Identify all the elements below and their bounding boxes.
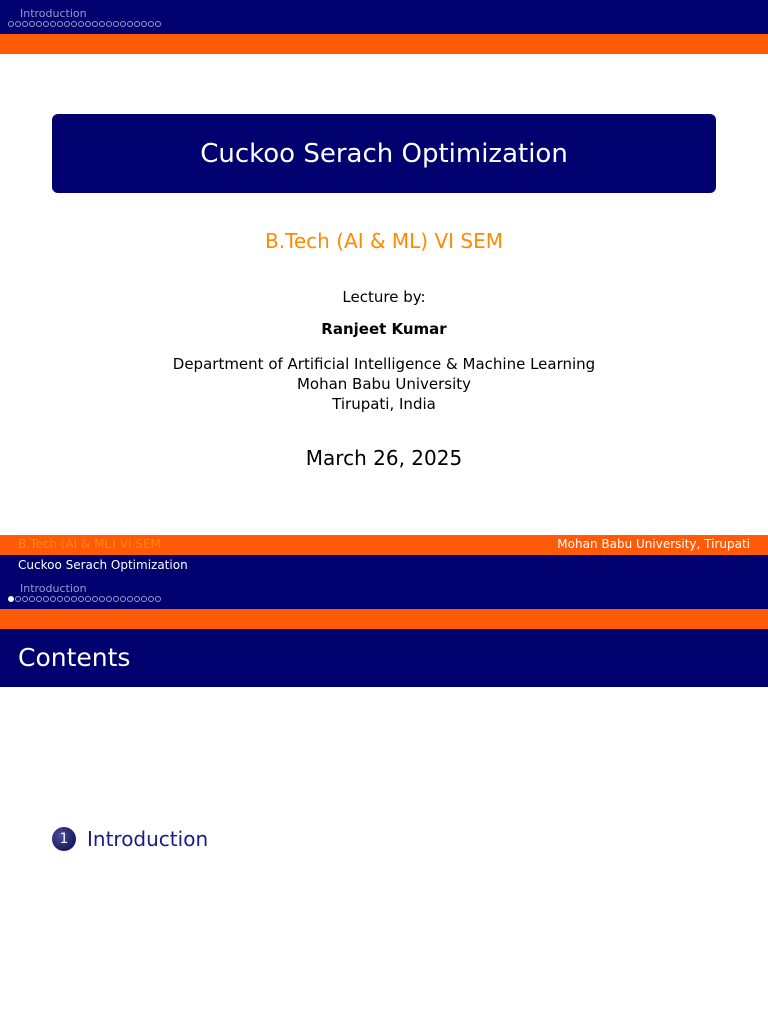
footer-short-title: Cuckoo Serach Optimization xyxy=(18,558,188,572)
nav-slide-dot[interactable] xyxy=(106,596,112,602)
footer-subtitle: B.Tech (AI & ML) VI SEM xyxy=(18,537,161,551)
contents-slide xyxy=(0,555,768,1024)
toc-number-ball: 1 xyxy=(52,827,76,851)
nav-slide-dot[interactable] xyxy=(15,21,21,27)
nav-slide-dot[interactable] xyxy=(8,21,14,27)
nav-slide-dot[interactable] xyxy=(57,21,63,27)
nav-slide-dots xyxy=(8,21,161,27)
nav-slide-dot[interactable] xyxy=(141,21,147,27)
nav-slide-dot[interactable] xyxy=(29,596,35,602)
nav-slide-dot[interactable] xyxy=(57,596,63,602)
nav-slide-dot[interactable] xyxy=(85,21,91,27)
presentation-title-box xyxy=(52,114,716,193)
presentation-title: Cuckoo Serach Optimization xyxy=(200,138,568,169)
nav-slide-dot[interactable] xyxy=(92,596,98,602)
footer-title-bar xyxy=(0,555,768,575)
nav-slide-dot[interactable] xyxy=(15,596,21,602)
nav-slide-dot[interactable] xyxy=(155,21,161,27)
toc-item[interactable] xyxy=(52,827,208,851)
nav-slide-dot[interactable] xyxy=(29,21,35,27)
presentation-date: March 26, 2025 xyxy=(305,446,463,470)
nav-slide-dot[interactable] xyxy=(8,596,14,602)
nav-slide-dot[interactable] xyxy=(120,596,126,602)
nav-slide-dot[interactable] xyxy=(78,596,84,602)
nav-slide-dot[interactable] xyxy=(92,21,98,27)
nav-slide-dot[interactable] xyxy=(71,21,77,27)
nav-slide-dot[interactable] xyxy=(99,596,105,602)
author-name: Ranjeet Kumar xyxy=(321,320,447,338)
institute-location: Tirupati, India xyxy=(332,395,436,413)
nav-slide-dot[interactable] xyxy=(36,21,42,27)
navigation-bar xyxy=(0,575,768,609)
nav-slide-dot[interactable] xyxy=(106,21,112,27)
nav-slide-dot[interactable] xyxy=(22,21,28,27)
nav-slide-dot[interactable] xyxy=(134,596,140,602)
frame-title-bar xyxy=(0,629,768,687)
nav-slide-dot[interactable] xyxy=(22,596,28,602)
nav-slide-dot[interactable] xyxy=(113,596,119,602)
nav-slide-dot[interactable] xyxy=(134,21,140,27)
nav-slide-dot[interactable] xyxy=(127,596,133,602)
nav-slide-dot[interactable] xyxy=(78,21,84,27)
footer-bar xyxy=(0,535,768,555)
institute-university: Mohan Babu University xyxy=(296,375,472,393)
nav-slide-dot[interactable] xyxy=(155,596,161,602)
nav-section-link[interactable]: Introduction xyxy=(20,7,87,20)
nav-slide-dot[interactable] xyxy=(148,21,154,27)
navigation-bar xyxy=(0,0,768,34)
nav-slide-dot[interactable] xyxy=(71,596,77,602)
nav-slide-dot[interactable] xyxy=(43,21,49,27)
frame-title: Contents xyxy=(18,643,131,672)
header-strip xyxy=(0,34,768,54)
nav-slide-dot[interactable] xyxy=(85,596,91,602)
header-strip xyxy=(0,609,768,629)
nav-slide-dot[interactable] xyxy=(64,596,70,602)
nav-section-link[interactable]: Introduction xyxy=(20,582,87,595)
lecture-by-label: Lecture by: xyxy=(342,288,426,306)
nav-slide-dot[interactable] xyxy=(43,596,49,602)
nav-slide-dot[interactable] xyxy=(36,596,42,602)
nav-slide-dot[interactable] xyxy=(141,596,147,602)
nav-slide-dot[interactable] xyxy=(127,21,133,27)
footer-institute: Mohan Babu University, Tirupati xyxy=(557,537,750,551)
nav-slide-dot[interactable] xyxy=(64,21,70,27)
institute-department: Department of Artificial Intelligence & Machine Learning xyxy=(172,355,596,373)
toc-item-label: Introduction xyxy=(87,827,209,851)
nav-slide-dot[interactable] xyxy=(120,21,126,27)
nav-slide-dots xyxy=(8,596,161,602)
nav-slide-dot[interactable] xyxy=(99,21,105,27)
nav-slide-dot[interactable] xyxy=(50,21,56,27)
nav-slide-dot[interactable] xyxy=(113,21,119,27)
nav-slide-dot[interactable] xyxy=(50,596,56,602)
nav-slide-dot[interactable] xyxy=(148,596,154,602)
presentation-subtitle: B.Tech (AI & ML) VI SEM xyxy=(264,229,503,253)
